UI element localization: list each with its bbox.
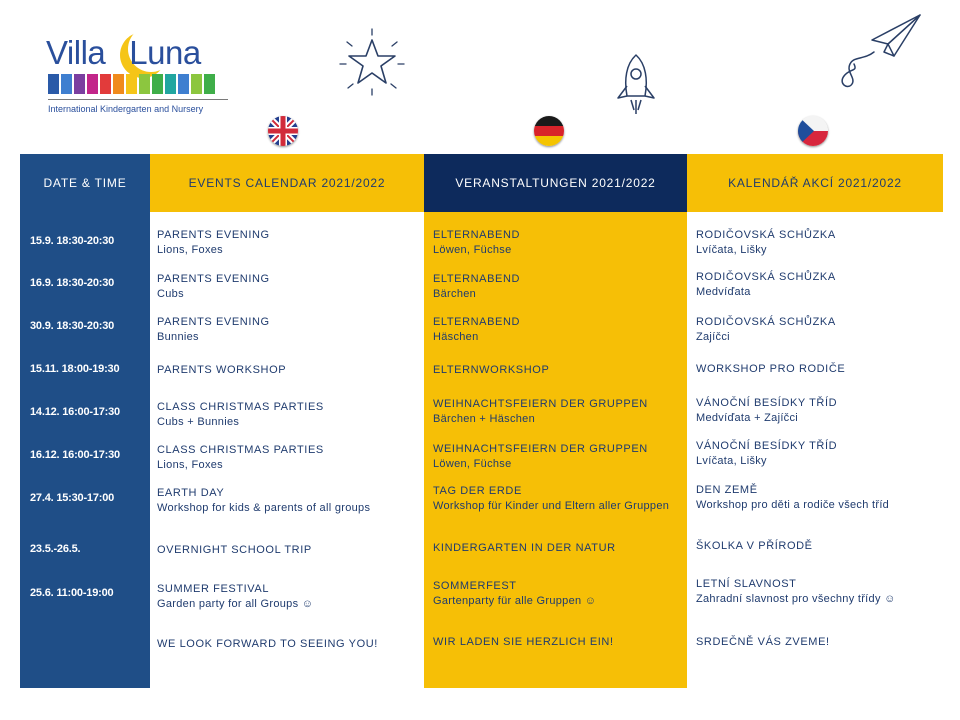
event-cz [696, 539, 946, 554]
event-cz-title: WORKSHOP PRO RODIČE [696, 363, 846, 375]
event-de-title: SOMMERFEST [433, 580, 517, 592]
event-en-title: CLASS CHRISTMAS PARTIES [157, 401, 324, 413]
event-date: 15.9. 18:30-20:30 [30, 235, 115, 247]
event-en-sub: Lions, Foxes [157, 243, 223, 256]
villa-luna-logo [40, 22, 240, 122]
event-de [433, 541, 683, 556]
event-en [157, 228, 419, 257]
event-cz-title: VÁNOČNÍ BESÍDKY TŘÍD [696, 440, 838, 452]
event-en-sub: Garden party for all Groups ☺ [157, 597, 314, 610]
event-de-title: WEIHNACHTSFEIERN DER GRUPPEN [433, 443, 648, 455]
event-de-title: ELTERNWORKSHOP [433, 364, 550, 376]
event-cz-title: LETNÍ SLAVNOST [696, 578, 797, 590]
closing-de [433, 635, 683, 650]
event-cz-title: DEN ZEMĚ [696, 484, 758, 496]
children-icon [48, 74, 215, 94]
event-cz-title: RODIČOVSKÁ SCHŮZKA [696, 271, 836, 283]
event-de [433, 397, 683, 426]
closing-de-text: WIR LADEN SIE HERZLICH EIN! [433, 636, 614, 648]
event-de-title: ELTERNABEND [433, 273, 521, 285]
event-en [157, 443, 419, 472]
paper-plane-icon [834, 12, 924, 90]
event-date: 23.5.-26.5. [30, 543, 81, 555]
event-date: 27.4. 15:30-17:00 [30, 492, 115, 504]
star-icon [336, 26, 408, 98]
event-date: 30.9. 18:30-20:30 [30, 320, 115, 332]
event-date: 14.12. 16:00-17:30 [30, 406, 120, 418]
closing-cz-text: SRDEČNĚ VÁS ZVEME! [696, 636, 830, 648]
czech-flag-icon [798, 116, 828, 146]
event-de-sub: Bärchen [433, 287, 477, 300]
event-de [433, 484, 683, 513]
event-cz [696, 439, 946, 468]
closing-cz [696, 635, 946, 650]
event-cz-sub: Medvíďata [696, 285, 751, 298]
event-cz-title: RODIČOVSKÁ SCHŮZKA [696, 229, 836, 241]
event-cz [696, 315, 946, 344]
event-cz [696, 483, 946, 512]
logo-word-villa: Villa [46, 34, 106, 71]
event-de-sub: Workshop für Kinder und Eltern aller Gruppen [433, 499, 670, 512]
event-de-sub: Häschen [433, 330, 479, 343]
rocket-icon [610, 52, 662, 122]
event-cz-title: VÁNOČNÍ BESÍDKY TŘÍD [696, 397, 838, 409]
event-cz [696, 270, 946, 299]
event-de-sub: Löwen, Füchse [433, 457, 512, 470]
event-en-title: PARENTS WORKSHOP [157, 364, 287, 376]
event-en-sub: Workshop for kids & parents of all groups [157, 501, 371, 514]
event-cz-title: RODIČOVSKÁ SCHŮZKA [696, 316, 836, 328]
event-de-sub: Bärchen + Häschen [433, 412, 536, 425]
event-de [433, 442, 683, 471]
event-cz [696, 396, 946, 425]
uk-flag-icon [268, 116, 298, 146]
event-en-title: PARENTS EVENING [157, 316, 270, 328]
event-en-title: SUMMER FESTIVAL [157, 583, 270, 595]
event-en-sub: Bunnies [157, 330, 199, 343]
event-date: 15.11. 18:00-19:30 [30, 363, 120, 375]
event-cz-sub: Zahradní slavnost pro všechny třídy ☺ [696, 592, 896, 605]
logo-word-luna: Luna [129, 34, 201, 71]
event-cz-sub: Medvíďata + Zajíčci [696, 411, 799, 424]
event-en-sub: Cubs + Bunnies [157, 415, 240, 428]
germany-flag-icon [534, 116, 564, 146]
event-cz-sub: Lvíčata, Lišky [696, 454, 767, 467]
event-de-title: WEIHNACHTSFEIERN DER GRUPPEN [433, 398, 648, 410]
event-de [433, 579, 683, 608]
event-en-title: PARENTS EVENING [157, 229, 270, 241]
event-cz-title: ŠKOLKA V PŘÍRODĚ [696, 540, 813, 552]
event-en-sub: Cubs [157, 287, 184, 300]
event-en-title: EARTH DAY [157, 487, 225, 499]
event-en-title: PARENTS EVENING [157, 273, 270, 285]
event-de [433, 272, 683, 301]
event-de-title: KINDERGARTEN IN DER NATUR [433, 542, 616, 554]
event-de-title: TAG DER ERDE [433, 485, 522, 497]
event-cz-sub: Workshop pro děti a rodiče všech tříd [696, 498, 890, 511]
event-cz [696, 362, 946, 377]
event-cz [696, 228, 946, 257]
event-cz-sub: Lvíčata, Lišky [696, 243, 767, 256]
event-de-title: ELTERNABEND [433, 229, 521, 241]
event-en [157, 315, 419, 344]
header-czech: KALENDÁŘ AKCÍ 2021/2022 [687, 154, 943, 212]
event-en-title: OVERNIGHT SCHOOL TRIP [157, 544, 312, 556]
event-en [157, 582, 419, 611]
event-en-title: CLASS CHRISTMAS PARTIES [157, 444, 324, 456]
event-de [433, 363, 683, 378]
event-de-sub: Löwen, Füchse [433, 243, 512, 256]
event-date: 25.6. 11:00-19:00 [30, 587, 114, 599]
event-de [433, 228, 683, 257]
event-en [157, 400, 419, 429]
event-en [157, 272, 419, 301]
event-de-sub: Gartenparty für alle Gruppen ☺ [433, 594, 597, 607]
closing-en-text: WE LOOK FORWARD TO SEEING YOU! [157, 638, 378, 650]
header-date-time: DATE & TIME [43, 176, 127, 190]
logo-divider [48, 99, 228, 100]
header-english: EVENTS CALENDAR 2021/2022 [150, 154, 424, 212]
event-en [157, 486, 419, 515]
header-german: VERANSTALTUNGEN 2021/2022 [424, 154, 687, 212]
event-cz [696, 577, 946, 606]
event-date: 16.12. 16:00-17:30 [30, 449, 120, 461]
event-de-title: ELTERNABEND [433, 316, 521, 328]
closing-en [157, 637, 419, 652]
event-en [157, 363, 419, 378]
event-date: 16.9. 18:30-20:30 [30, 277, 115, 289]
logo-title [46, 34, 201, 72]
event-en-sub: Lions, Foxes [157, 458, 223, 471]
event-cz-sub: Zajíčci [696, 330, 730, 343]
event-en [157, 543, 419, 558]
logo-subtitle: International Kindergarten and Nursery [48, 104, 204, 114]
event-de [433, 315, 683, 344]
